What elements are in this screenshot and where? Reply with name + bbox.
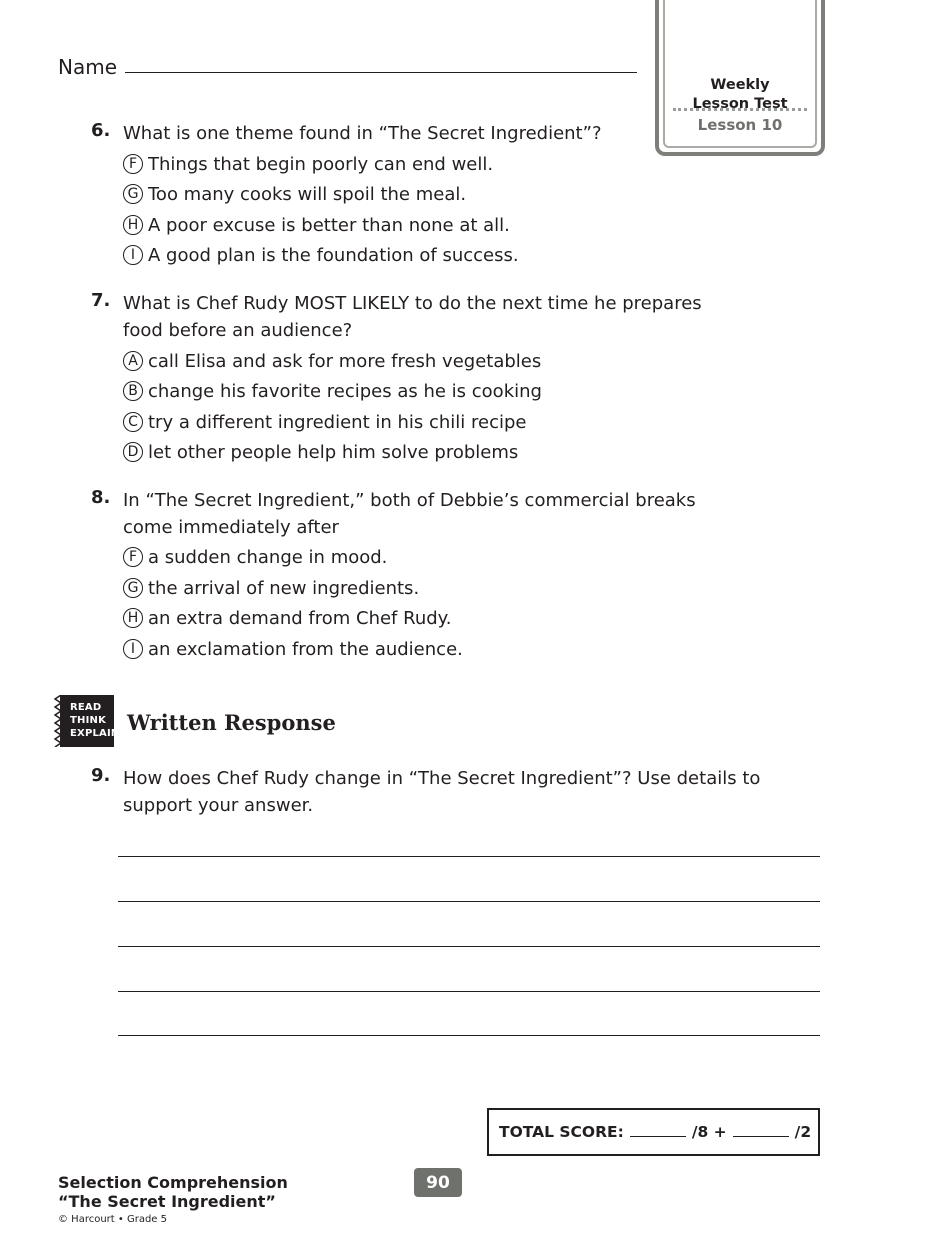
answer-bubble[interactable]: G: [123, 578, 143, 598]
answer-option-i[interactable]: [123, 242, 519, 268]
answer-option-i[interactable]: [123, 636, 463, 662]
icon-line-explain: EXPLAIN: [70, 728, 120, 739]
answer-text: an exclamation from the audience.: [148, 638, 463, 660]
answer-option-h[interactable]: [123, 212, 510, 238]
question-number: 7.: [91, 290, 111, 311]
answer-bubble[interactable]: I: [123, 245, 143, 265]
written-response-title: Written Response: [127, 710, 336, 735]
read-think-explain-icon: [60, 695, 120, 747]
answer-text: call Elisa and ask for more fresh vegetables: [148, 350, 542, 372]
answer-bubble[interactable]: G: [123, 184, 143, 204]
answer-option-f[interactable]: [123, 544, 387, 570]
answer-bubble[interactable]: H: [123, 215, 143, 235]
lesson-tab-title-line2: Lesson Test: [692, 96, 788, 112]
answer-option-a[interactable]: [123, 348, 541, 374]
name-field-line[interactable]: [125, 72, 637, 73]
answer-text: A good plan is the foundation of success.: [148, 244, 519, 266]
score-part1: /8 +: [691, 1123, 727, 1141]
answer-option-g[interactable]: [123, 575, 419, 601]
answer-text: change his favorite recipes as he is cooking: [148, 380, 542, 402]
footer-copyright: © Harcourt • Grade 5: [58, 1214, 167, 1225]
answer-bubble[interactable]: F: [123, 547, 143, 567]
answer-bubble[interactable]: D: [123, 442, 143, 462]
answer-text: A poor excuse is better than none at all.: [148, 214, 510, 236]
footer-title-line2: “The Secret Ingredient”: [58, 1192, 276, 1211]
score-blank-1[interactable]: [630, 1136, 686, 1137]
answer-line[interactable]: [118, 901, 820, 902]
answer-text: Too many cooks will spoil the meal.: [148, 183, 467, 205]
answer-option-b[interactable]: [123, 378, 542, 404]
question-text: In “The Secret Ingredient,” both of Debbie’s commercial breaks come immediately after: [123, 490, 696, 538]
answer-option-c[interactable]: [123, 409, 527, 435]
answer-line[interactable]: [118, 991, 820, 992]
answer-bubble[interactable]: A: [123, 351, 143, 371]
answer-line[interactable]: [118, 1035, 820, 1036]
answer-bubble[interactable]: I: [123, 639, 143, 659]
answer-text: try a different ingredient in his chili recipe: [148, 411, 527, 433]
question-text: What is Chef Rudy MOST LIKELY to do the next time he prepares food before an audience?: [123, 293, 702, 341]
lesson-tab-dots: [673, 108, 807, 111]
answer-text: let other people help him solve problems: [148, 441, 519, 463]
page-number-badge: 90: [414, 1168, 462, 1197]
name-label: Name: [58, 55, 118, 79]
question-number: 9.: [91, 765, 111, 786]
answer-bubble[interactable]: B: [123, 381, 143, 401]
answer-bubble[interactable]: H: [123, 608, 143, 628]
question-text: How does Chef Rudy change in “The Secret Ingredient”? Use details to support your answer.: [123, 768, 761, 816]
question-number: 6.: [91, 120, 111, 141]
answer-text: Things that begin poorly can end well.: [148, 153, 494, 175]
answer-option-d[interactable]: [123, 439, 518, 465]
footer-title: [58, 1173, 288, 1211]
question-text: What is one theme found in “The Secret Ingredient”?: [123, 123, 602, 144]
answer-line[interactable]: [118, 946, 820, 947]
answer-text: a sudden change in mood.: [148, 546, 388, 568]
total-score-label: TOTAL SCORE:: [499, 1123, 624, 1141]
answer-option-g[interactable]: [123, 181, 466, 207]
answer-option-h[interactable]: [123, 605, 451, 631]
answer-text: the arrival of new ingredients.: [148, 577, 420, 599]
icon-line-think: THINK: [70, 715, 107, 726]
zigzag-edge-icon: [54, 695, 62, 747]
answer-bubble[interactable]: F: [123, 154, 143, 174]
lesson-tab-title-line1: Weekly: [710, 77, 770, 93]
lesson-tab-lesson: Lesson 10: [697, 116, 783, 134]
question-number: 8.: [91, 487, 111, 508]
score-blank-2[interactable]: [733, 1136, 789, 1137]
total-score-box: [487, 1108, 820, 1156]
footer-title-line1: Selection Comprehension: [58, 1173, 288, 1192]
answer-text: an extra demand from Chef Rudy.: [148, 607, 452, 629]
score-part2: /2: [794, 1123, 812, 1141]
icon-line-read: READ: [70, 702, 102, 713]
answer-bubble[interactable]: C: [123, 412, 143, 432]
answer-option-f[interactable]: [123, 151, 493, 177]
answer-line[interactable]: [118, 856, 820, 857]
